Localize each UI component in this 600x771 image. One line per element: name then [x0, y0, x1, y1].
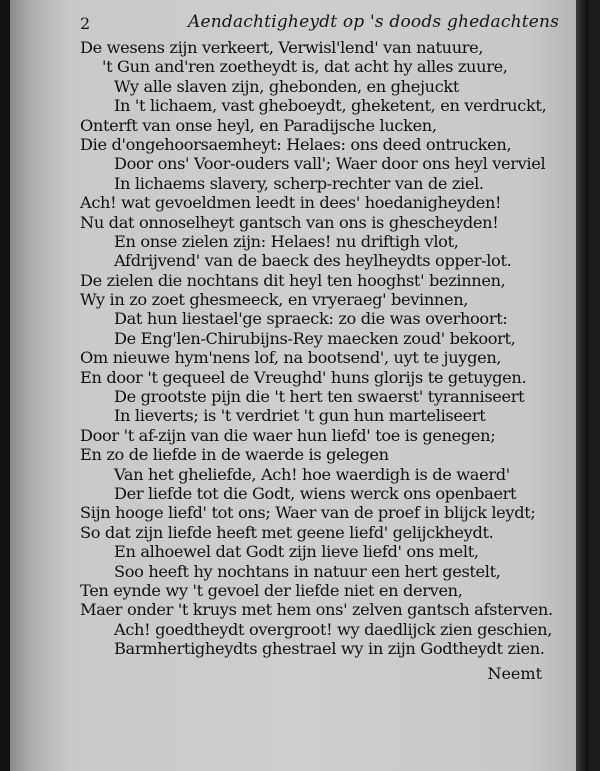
poem-line: Ten eynde wy 't gevoel der liefde niet en derven, [80, 580, 463, 600]
poem-line: So dat zijn liefde heeft met geene liefd' gelijckheydt. [80, 522, 494, 542]
poem-line: In 't lichaem, vast gheboeydt, gheketent, en verdruckt, [114, 96, 547, 116]
poem-line: Dat hun liestael'ge spraeck: zo die was overhoort: [114, 309, 508, 329]
poem-line: De grootste pijn die 't hert ten swaerst' tyranniseert [114, 387, 525, 407]
poem-line: Van het gheliefde, Ach! hoe waerdigh is de waerd' [114, 464, 510, 484]
catchword: Neemt [487, 664, 542, 683]
poem-line: Barmhertigheydts ghestrael wy in zijn Godtheydt zien. [114, 639, 545, 659]
poem-line: Door ons' Voor-ouders vall'; Waer door ons heyl verviel [114, 154, 546, 174]
poem-line: Om nieuwe hym'nens lof, na bootsend', uyt te juygen, [80, 348, 502, 368]
poem-line: Wy alle slaven zijn, ghebonden, en ghejuckt [114, 76, 460, 96]
poem-line: Soo heeft hy nochtans in natuur een hert gestelt, [114, 561, 501, 581]
poem-line: Afdrijvend' van de baeck des heylheydts opper-lot. [114, 251, 512, 271]
poem-line: En zo de liefde in de waerde is gelegen [80, 445, 389, 465]
poem-line: Die d'ongehoorsaemheyt: Helaes: ons deed ontrucken, [80, 134, 512, 154]
poem-line: Door 't af-zijn van die waer hun liefd' toe is genegen; [80, 425, 496, 445]
poem-line: Der liefde tot die Godt, wiens werck ons openbaert [114, 483, 517, 503]
poem-line: En alhoewel dat Godt zijn lieve liefd' ons melt, [114, 542, 479, 562]
running-head: Aendachtigheydt op 's doods ghedachtens [188, 12, 560, 32]
book-gutter-left [0, 0, 10, 771]
poem-line: In lichaems slavery, scherp-rechter van de ziel. [114, 173, 484, 193]
poem-line: Ach! wat gevoeldmen leedt in dees' hoedanigheyden! [80, 193, 502, 213]
poem-line: De Eng'len-Chirubijns-Rey maecken zoud' bekoort, [114, 328, 516, 348]
poem-line: In lieverts; is 't verdriet 't gun hun marteliseert [114, 406, 486, 426]
poem-line: Sijn hooge liefd' tot ons; Waer van de proef in blijck leydt; [80, 503, 536, 523]
poem-line: En onse zielen zijn: Helaes! nu driftigh vlot, [114, 231, 459, 251]
poem-line: Ach! goedtheydt overgroot! wy daedlijck zien geschien, [114, 619, 553, 639]
poem-line: De zielen die nochtans dit heyl ten hooghst' bezinnen, [80, 270, 506, 290]
poem-text [10, 38, 588, 659]
poem-line: 't Gun and'ren zoetheydt is, dat acht hy alles zuure, [102, 57, 508, 77]
book-page [10, 0, 588, 771]
poem-line: Wy in zo zoet ghesmeeck, en vryeraeg' bevinnen, [80, 290, 469, 310]
poem-line: Nu dat onnoselheyt gantsch van ons is ghescheyden! [80, 212, 499, 232]
poem-line: En door 't gequeel de Vreughd' huns glorijs te getuygen. [80, 367, 527, 387]
poem-line: Onterft van onse heyl, en Paradijsche lucken, [80, 115, 437, 135]
poem-line: Maer onder 't kruys met hem ons' zelven gantsch afsterven. [80, 600, 553, 620]
poem-line: De wesens zijn verkeert, Verwisl'lend' van natuure, [80, 38, 484, 57]
page-number: 2 [80, 14, 91, 33]
book-edge-right [576, 0, 588, 771]
